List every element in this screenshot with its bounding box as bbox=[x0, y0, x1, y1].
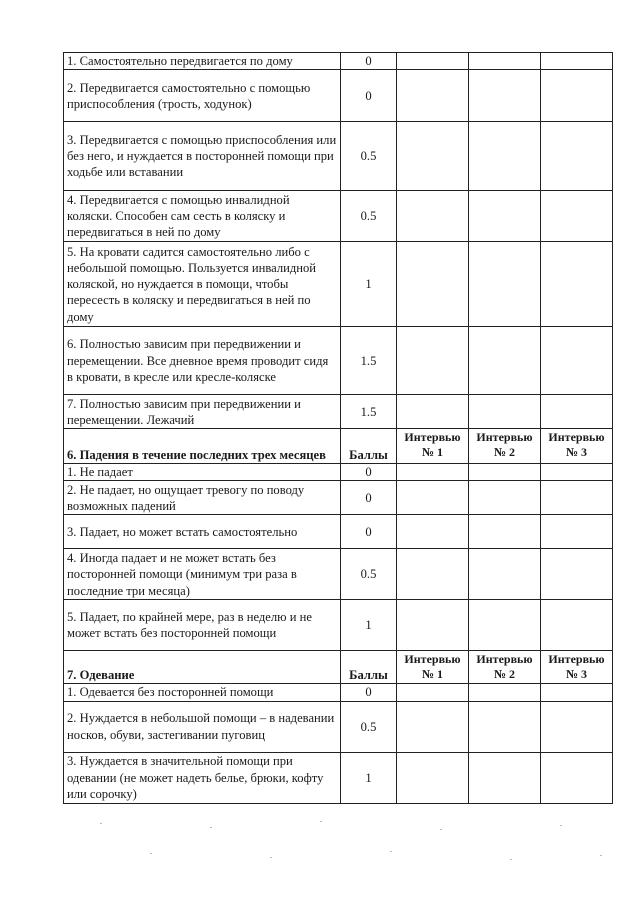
table-row bbox=[64, 684, 613, 701]
interview-header: Интервью № 2 bbox=[469, 429, 541, 464]
interview-2-cell[interactable] bbox=[469, 701, 541, 752]
interview-1-cell[interactable] bbox=[397, 549, 469, 600]
table-row bbox=[64, 549, 613, 600]
table-row bbox=[64, 242, 613, 327]
interview-2-cell[interactable] bbox=[469, 327, 541, 395]
table-row bbox=[64, 53, 613, 70]
option-text: 1. Не падает bbox=[64, 464, 341, 481]
table-row bbox=[64, 515, 613, 549]
interview-2-cell[interactable] bbox=[469, 122, 541, 191]
interview-header: Интервью № 3 bbox=[541, 651, 613, 684]
interview-3-cell[interactable] bbox=[541, 122, 613, 191]
option-score: 1.5 bbox=[341, 327, 397, 395]
section-title: 6. Падения в течение последних трех месяцев bbox=[64, 429, 341, 464]
section-header-row bbox=[64, 651, 613, 684]
interview-1-cell[interactable] bbox=[397, 327, 469, 395]
option-text: 7. Полностью зависим при передвижении и перемещении. Лежачий bbox=[64, 395, 341, 429]
interview-header: Интервью № 1 bbox=[397, 429, 469, 464]
interview-1-cell[interactable] bbox=[397, 395, 469, 429]
table-row bbox=[64, 70, 613, 122]
interview-3-cell[interactable] bbox=[541, 481, 613, 515]
interview-1-cell[interactable] bbox=[397, 515, 469, 549]
interview-header: Интервью № 3 bbox=[541, 429, 613, 464]
interview-2-cell[interactable] bbox=[469, 752, 541, 803]
table-row bbox=[64, 752, 613, 803]
option-score: 1 bbox=[341, 752, 397, 803]
assessment-table bbox=[63, 52, 613, 804]
option-score: 0 bbox=[341, 70, 397, 122]
score-header: Баллы bbox=[341, 651, 397, 684]
option-score: 0 bbox=[341, 515, 397, 549]
table-row bbox=[64, 327, 613, 395]
interview-1-cell[interactable] bbox=[397, 70, 469, 122]
interview-2-cell[interactable] bbox=[469, 395, 541, 429]
interview-header: Интервью № 1 bbox=[397, 651, 469, 684]
table-row bbox=[64, 122, 613, 191]
interview-3-cell[interactable] bbox=[541, 752, 613, 803]
table-row bbox=[64, 701, 613, 752]
option-score: 0 bbox=[341, 464, 397, 481]
option-score: 1 bbox=[341, 600, 397, 651]
interview-2-cell[interactable] bbox=[469, 242, 541, 327]
option-score: 0.5 bbox=[341, 701, 397, 752]
interview-3-cell[interactable] bbox=[541, 515, 613, 549]
interview-1-cell[interactable] bbox=[397, 242, 469, 327]
interview-1-cell[interactable] bbox=[397, 191, 469, 242]
interview-3-cell[interactable] bbox=[541, 395, 613, 429]
option-score: 0 bbox=[341, 481, 397, 515]
interview-3-cell[interactable] bbox=[541, 53, 613, 70]
section-header-row bbox=[64, 429, 613, 464]
option-text: 6. Полностью зависим при передвижении и перемещении. Все дневное время проводит сидя в кровати, в кресле или кресле-коляске bbox=[64, 327, 341, 395]
interview-2-cell[interactable] bbox=[469, 600, 541, 651]
option-text: 5. Падает, по крайней мере, раз в неделю и не может встать без посторонней помощи bbox=[64, 600, 341, 651]
interview-1-cell[interactable] bbox=[397, 53, 469, 70]
option-text: 2. Не падает, но ощущает тревогу по поводу возможных падений bbox=[64, 481, 341, 515]
option-score: 0 bbox=[341, 684, 397, 701]
interview-3-cell[interactable] bbox=[541, 70, 613, 122]
interview-3-cell[interactable] bbox=[541, 549, 613, 600]
option-text: 1. Одевается без посторонней помощи bbox=[64, 684, 341, 701]
interview-2-cell[interactable] bbox=[469, 515, 541, 549]
option-text: 4. Передвигается с помощью инвалидной коляски. Способен сам сесть в коляску и передвигаться в ней по дому bbox=[64, 191, 341, 242]
score-header: Баллы bbox=[341, 429, 397, 464]
interview-1-cell[interactable] bbox=[397, 752, 469, 803]
interview-3-cell[interactable] bbox=[541, 327, 613, 395]
option-score: 0.5 bbox=[341, 122, 397, 191]
interview-1-cell[interactable] bbox=[397, 122, 469, 191]
interview-3-cell[interactable] bbox=[541, 464, 613, 481]
interview-header: Интервью № 2 bbox=[469, 651, 541, 684]
option-score: 0 bbox=[341, 53, 397, 70]
option-text: 5. На кровати садится самостоятельно либо с небольшой помощью. Пользуется инвалидной коляской, но нуждается в помощи, чтобы пересесть в коляску и передвигаться в ней по дому bbox=[64, 242, 341, 327]
interview-1-cell[interactable] bbox=[397, 701, 469, 752]
option-text: 3. Передвигается с помощью приспособления или без него, и нуждается в посторонней помощи при ходьбе или вставании bbox=[64, 122, 341, 191]
scan-noise bbox=[60, 815, 620, 885]
table-row bbox=[64, 481, 613, 515]
interview-2-cell[interactable] bbox=[469, 70, 541, 122]
option-text: 1. Самостоятельно передвигается по дому bbox=[64, 53, 341, 70]
interview-1-cell[interactable] bbox=[397, 481, 469, 515]
interview-2-cell[interactable] bbox=[469, 464, 541, 481]
interview-1-cell[interactable] bbox=[397, 684, 469, 701]
interview-3-cell[interactable] bbox=[541, 684, 613, 701]
option-text: 3. Падает, но может встать самостоятельно bbox=[64, 515, 341, 549]
interview-2-cell[interactable] bbox=[469, 684, 541, 701]
table-row bbox=[64, 464, 613, 481]
interview-1-cell[interactable] bbox=[397, 600, 469, 651]
section-title: 7. Одевание bbox=[64, 651, 341, 684]
interview-3-cell[interactable] bbox=[541, 701, 613, 752]
option-text: 3. Нуждается в значительной помощи при одевании (не может надеть белье, брюки, кофту или сорочку) bbox=[64, 752, 341, 803]
interview-2-cell[interactable] bbox=[469, 191, 541, 242]
option-score: 0.5 bbox=[341, 191, 397, 242]
interview-3-cell[interactable] bbox=[541, 191, 613, 242]
option-score: 0.5 bbox=[341, 549, 397, 600]
interview-3-cell[interactable] bbox=[541, 600, 613, 651]
interview-2-cell[interactable] bbox=[469, 481, 541, 515]
table-row bbox=[64, 600, 613, 651]
table-row bbox=[64, 395, 613, 429]
table-row bbox=[64, 191, 613, 242]
option-text: 2. Нуждается в небольшой помощи – в надевании носков, обуви, застегивании пуговиц bbox=[64, 701, 341, 752]
interview-3-cell[interactable] bbox=[541, 242, 613, 327]
option-text: 2. Передвигается самостоятельно с помощью приспособления (трость, ходунок) bbox=[64, 70, 341, 122]
option-score: 1.5 bbox=[341, 395, 397, 429]
interview-1-cell[interactable] bbox=[397, 464, 469, 481]
interview-2-cell[interactable] bbox=[469, 549, 541, 600]
interview-2-cell[interactable] bbox=[469, 53, 541, 70]
option-text: 4. Иногда падает и не может встать без посторонней помощи (минимум три раза в последние три месяца) bbox=[64, 549, 341, 600]
option-score: 1 bbox=[341, 242, 397, 327]
